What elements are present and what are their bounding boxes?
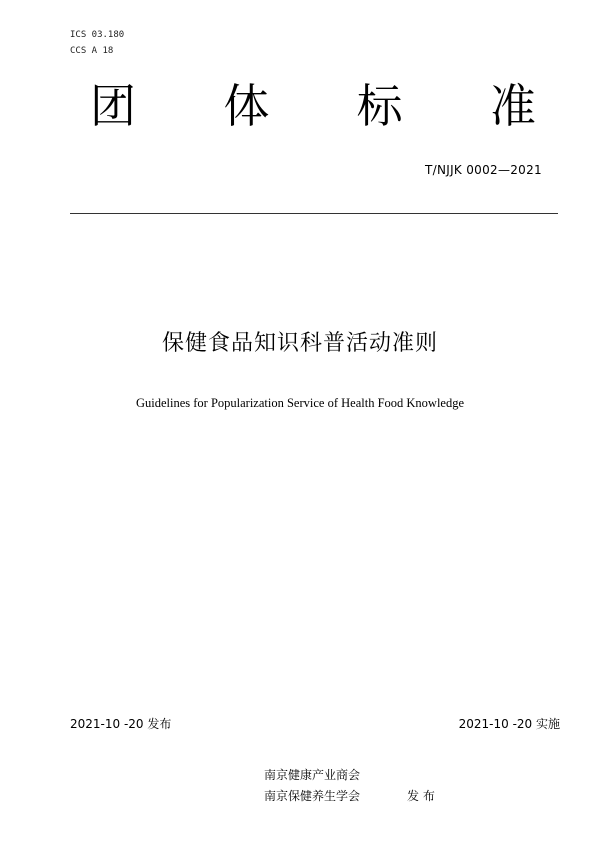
classification-codes bbox=[70, 27, 124, 59]
release-date: 2021-10 -20 发布 bbox=[70, 717, 172, 731]
ccs-code: CCS A 18 bbox=[70, 46, 114, 56]
publisher-list bbox=[264, 765, 360, 807]
ics-code: ICS 03.180 bbox=[70, 30, 125, 40]
chinese-title: 保健食品知识科普活动准则 bbox=[161, 331, 438, 356]
standard-number: T/NJJK 0002—2021 bbox=[425, 163, 542, 177]
document-type-char: 团 bbox=[90, 79, 136, 133]
publisher-name: 南京健康产业商会 bbox=[264, 768, 361, 782]
document-type-char: 准 bbox=[489, 79, 536, 133]
english-title: Guidelines for Popularization Service of Health Food Knowledge bbox=[135, 396, 465, 410]
publisher-name: 南京保健养生学会 bbox=[264, 789, 361, 803]
document-type-char: 体 bbox=[223, 79, 270, 133]
implementation-date: 2021-10 -20 实施 bbox=[458, 717, 560, 731]
header-divider bbox=[70, 213, 558, 214]
publish-label: 发 布 bbox=[407, 789, 435, 803]
document-type-char: 标 bbox=[356, 79, 403, 133]
document-type-heading bbox=[88, 78, 538, 134]
